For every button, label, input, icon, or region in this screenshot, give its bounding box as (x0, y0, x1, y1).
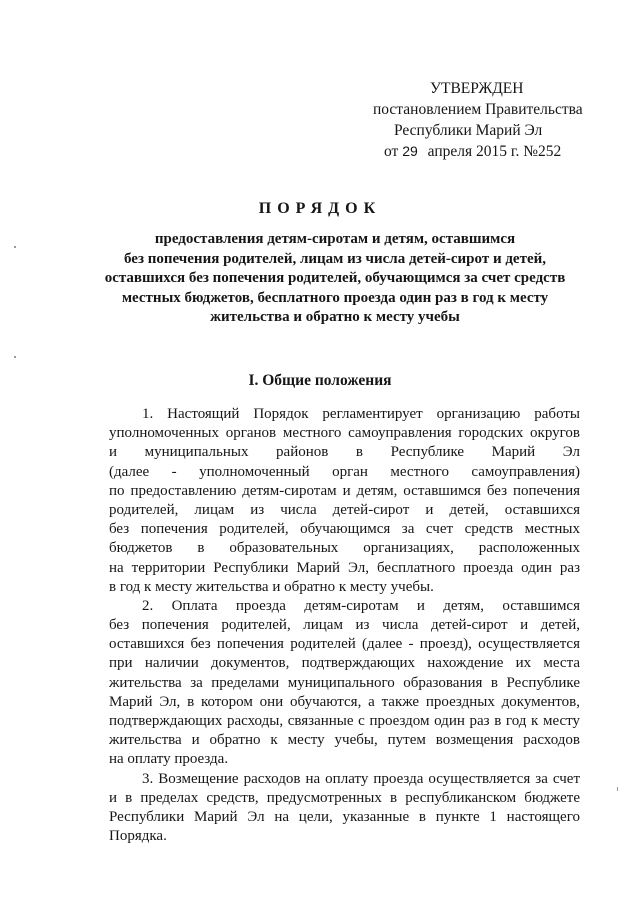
body-line: и муниципальных районов в Республике Марий Эл (109, 444, 580, 461)
subtitle-line: оставшихся без попечения родителей, обучающимся за счет средств (104, 270, 566, 286)
body-line: Республики Марий Эл на цели, указанные в пункте 1 настоящего (109, 808, 580, 825)
body-line: на территории Республики Марий Эл, бесплатного проезда один раз (109, 559, 580, 576)
body-line: бюджетов в образовательных организациях, расположенных (109, 540, 580, 557)
approval-stamp-block (372, 78, 622, 162)
approval-date-day: 29 (402, 143, 418, 159)
subtitle-line: местных бюджетов, бесплатного проезда один раз в год к месту (121, 289, 549, 306)
subtitle-line: без попечения родителей, лицам из числа детей-сирот и детей, (124, 250, 546, 267)
body-line: жительства и обратно к месту учебы, путем возмещения расходов (109, 732, 580, 749)
approval-date-rest: апреля 2015 г. №252 (427, 143, 562, 160)
approval-date (372, 141, 622, 162)
body-line: (далее - уполномоченный орган местного самоуправления) (109, 463, 580, 480)
body-line: в год к месту жительства и обратно к месту учебы. (109, 578, 434, 595)
section-heading: I. Общие положения (248, 372, 392, 389)
body-line: жительства за пределами муниципального образования в Республике (109, 674, 580, 691)
body-line: 1. Настоящий Порядок регламентирует организацию работы (142, 406, 580, 422)
approval-region: Республики Марий Эл (394, 122, 543, 139)
subtitle-line: жительства и обратно к месту учебы (210, 309, 460, 325)
body-text (109, 405, 580, 846)
body-line: без попечения родителей, обучающимся за счет средств местных (109, 521, 580, 538)
body-line: подтверждающих расходы, связанные с проездом один раз в год к месту (109, 713, 580, 729)
approval-authority: постановлением Правительства (373, 101, 583, 118)
scan-speck (617, 787, 618, 791)
body-line: 3. Возмещение расходов на оплату проезда осуществляется за счет (142, 770, 580, 787)
document-subtitle (100, 230, 570, 328)
body-line: уполномоченных органов местного самоуправления городских округов (109, 425, 580, 442)
scan-speck (14, 246, 16, 248)
body-line: родителей, лицам из числа детей-сирот и детей, оставшихся (109, 501, 580, 518)
body-line: без попечения родителей, лицам из числа детей-сирот и детей, (109, 617, 580, 634)
body-line: и в пределах средств, предусмотренных в республиканском бюджете (109, 789, 580, 806)
body-line: оставшихся без попечения родителей (далее - проезд), осуществляется (109, 636, 580, 653)
approval-date-prefix: от (384, 143, 399, 160)
scan-speck (14, 356, 16, 358)
body-line: при наличии документов, подтверждающих нахождение их места (109, 655, 580, 672)
approval-heading: УТВЕРЖДЕН (430, 80, 524, 97)
body-line: Порядка. (109, 828, 167, 845)
body-line: Марий Эл, в котором они обучаются, а также проездных документов, (109, 693, 580, 710)
document-title: ПОРЯДОК (258, 200, 382, 217)
body-line: на оплату проезда. (109, 751, 229, 768)
subtitle-line: предоставления детям-сиротам и детям, оставшимся (154, 231, 516, 247)
body-line: по предоставлению детям-сиротам и детям, оставшимся без попечения (109, 482, 580, 499)
body-line: 2. Оплата проезда детям-сиротам и детям, оставшимся (142, 597, 580, 614)
